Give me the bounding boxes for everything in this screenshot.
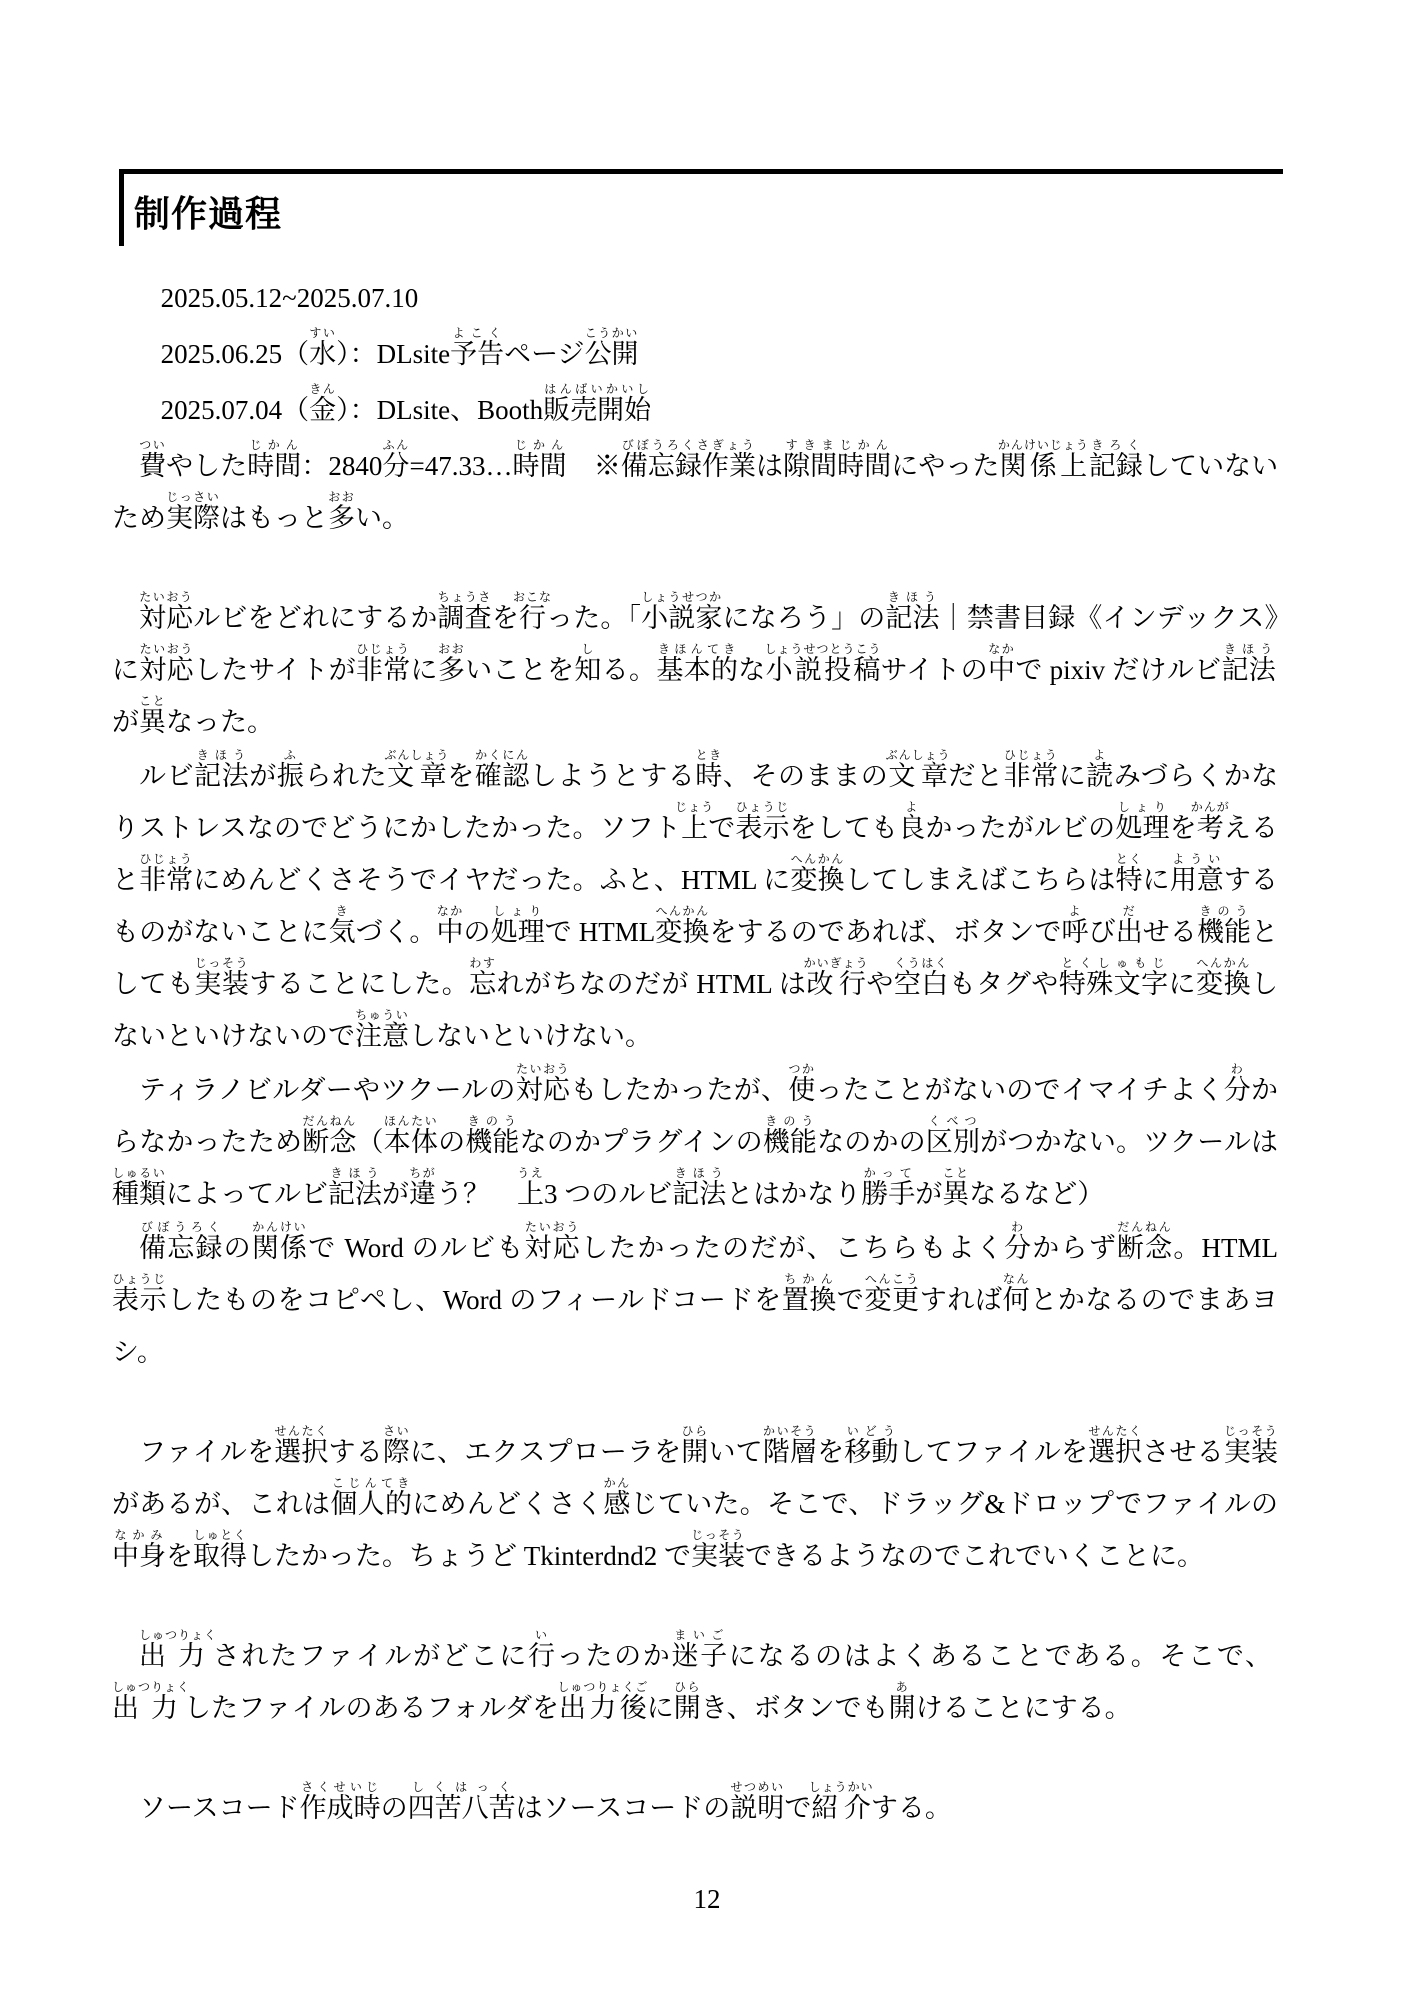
ruby-annotation: 機能きのう <box>465 1114 520 1157</box>
ruby-annotation: 気き <box>328 904 356 947</box>
ruby-annotation: 記法きほう <box>1221 642 1276 685</box>
ruby-annotation: 出力しゅつりょく <box>112 1680 191 1723</box>
ruby-annotation: 関係かんけい <box>251 1220 309 1263</box>
ruby-annotation: 文章ぶんしょう <box>384 748 450 791</box>
ruby-annotation: 置換ちかん <box>781 1272 837 1315</box>
ruby-annotation: 記法きほう <box>328 1166 382 1209</box>
ruby-annotation: 際さい <box>382 1424 411 1467</box>
ruby-annotation: 異こと <box>942 1166 970 1209</box>
ruby-annotation: 紹介しょうかい <box>808 1780 874 1823</box>
ruby-annotation: 調査ちょうさ <box>437 590 492 633</box>
ruby-annotation: 備忘録びぼうろく <box>139 1220 224 1263</box>
ruby-annotation: 小説投稿しょうせつとうこう <box>764 642 882 685</box>
ruby-annotation: 記録きろく <box>1088 438 1143 481</box>
ruby-annotation: 時間じかん <box>247 438 302 481</box>
ruby-annotation: 関係上かんけいじょう <box>997 438 1089 481</box>
ruby-annotation: 出だ <box>1115 904 1143 947</box>
ruby-annotation: 変換へんかん <box>655 904 710 947</box>
source-code-paragraph: ソースコード作成時さくせいじの四苦八苦しくはっくはソースコードの説明せつめいで紹介しょうかいする。 <box>139 1780 952 1823</box>
ruby-annotation: 中なか <box>988 642 1016 685</box>
ruby-annotation: 区別くべつ <box>925 1114 981 1157</box>
ruby-annotation: 使つか <box>788 1062 816 1105</box>
word-ruby-paragraph: 備忘録びぼうろくの関係かんけいで Word のルビも対応たいおうしたかったのだが、こちらもよく分わからず断念だんねん。HTML表示ひょうじしたものをコピペし、Word のフィールドコードを置換ちかんで変更へんこうすれば何なんとかなるのでまあヨシ。 <box>112 1220 1279 1367</box>
ruby-annotation: 対応たいおう <box>139 642 194 685</box>
date-range-line: 2025.05.12~2025.07.10 <box>160 283 419 313</box>
ruby-annotation: 読よ <box>1086 748 1114 791</box>
ruby-annotation: 断念だんねん <box>302 1114 357 1157</box>
ruby-annotation: 時とき <box>695 748 723 791</box>
ruby-annotation: 多おお <box>437 642 466 685</box>
ruby-annotation: 処理しょり <box>1115 800 1170 843</box>
ruby-annotation: 感かん <box>603 1476 631 1519</box>
ruby-annotation: 基本的きほんてき <box>656 642 739 685</box>
tyrano-tkool-paragraph: ティラノビルダーやツクールの対応たいおうもしたかったが、使つかったことがないのでイマイチよく分わからなかったため断念だんねん（本体ほんたいの機能きのうなのかプラグインの機能きのうなのかの区別くべつがつかない。ツクールは種類しゅるいによってルビ記法きほうが違ちがう？ 上うえ3 つのルビ記法きほうとはかなり勝手かってが異ことなるなど） <box>112 1062 1279 1209</box>
ruby-annotation: 特とく <box>1115 852 1143 895</box>
ruby-annotation: 考かんが <box>1190 800 1230 843</box>
ruby-annotation: 説明せつめい <box>730 1780 785 1823</box>
ruby-annotation: 改行かいぎょう <box>803 956 869 999</box>
ruby-annotation: 記法きほう <box>194 748 250 791</box>
ruby-annotation: 忘わす <box>469 956 497 999</box>
ruby-annotation: 何なん <box>1002 1272 1031 1315</box>
ruby-annotation: 変換へんかん <box>1196 956 1252 999</box>
ruby-annotation: 実装じっそう <box>194 956 250 999</box>
ruby-annotation: 文章ぶんしょう <box>885 748 951 791</box>
time-spent-paragraph: 費ついやした時間じかん：2840分ふん=47.33…時間じかん ※備忘録作業びぼうろくさぎょうは隙間時間すきまじかんにやった関係上かんけいじょう記録きろくしていないため実際じっさいはもっと多おおい。 <box>112 438 1279 533</box>
ruby-annotation: 時間じかん <box>512 438 567 481</box>
ruby-annotation: 本体ほんたい <box>383 1114 439 1157</box>
ruby-annotation: 取得しゅとく <box>193 1528 247 1571</box>
ruby-annotation: 販売開始はんばいかいし <box>543 382 652 425</box>
ruby-annotation: 用意ようい <box>1169 852 1224 895</box>
ruby-annotation: 開あ <box>888 1680 916 1723</box>
ruby-annotation: 公開こうかい <box>584 326 639 369</box>
ruby-annotation: 確認かくにん <box>474 748 530 791</box>
ruby-annotation: 非常ひじょう <box>139 852 194 895</box>
ruby-annotation: 表示ひょうじ <box>112 1272 168 1315</box>
ruby-annotation: 記法きほう <box>885 590 940 633</box>
ruby-annotation: 変更へんこう <box>864 1272 920 1315</box>
ruby-annotation: 表示ひょうじ <box>735 800 790 843</box>
ruby-annotation: 対応たいおう <box>524 1220 581 1263</box>
ruby-annotation: 分ふん <box>382 438 410 481</box>
ruby-annotation: 記法きほう <box>672 1166 727 1209</box>
ruby-annotation: 四苦八苦しくはっく <box>407 1780 516 1823</box>
ruby-annotation: 勝手かって <box>861 1166 916 1209</box>
page-number: 12 <box>693 1884 721 1914</box>
ruby-annotation: 特殊文字とくしゅもじ <box>1058 956 1169 999</box>
ruby-annotation: 注意ちゅうい <box>355 1008 409 1051</box>
ruby-annotation: 機能きのう <box>1196 904 1252 947</box>
ruby-annotation: 予告よこく <box>450 326 505 369</box>
ruby-annotation: 対応たいおう <box>515 1062 571 1105</box>
ruby-annotation: 水すい <box>309 326 337 369</box>
content-area <box>112 270 1278 1834</box>
ruby-annotation: 上じょう <box>675 800 715 843</box>
ruby-annotation: 多おお <box>328 490 355 533</box>
ruby-annotation: 金きん <box>309 382 337 425</box>
ruby-annotation: 中身なかみ <box>112 1528 166 1571</box>
ruby-annotation: 選択せんたく <box>1088 1424 1143 1467</box>
ruby-annotation: 作成時さくせいじ <box>299 1780 381 1823</box>
ruby-annotation: 違ちが <box>409 1166 436 1209</box>
ruby-research-paragraph: 対応たいおうルビをどれにするか調査ちょうさを行おこなった。「小説家しょうせつかになろう」の記法きほう｜禁書目録《インデックス》に対応たいおうしたサイトが非常ひじょうに多おおいことを知しる。基本的きほんてきな小説投稿しょうせつとうこうサイトの中なかで pixiv だけルビ記法きほうが異ことなった。 <box>112 590 1279 737</box>
ruby-annotation: 迷子まいご <box>671 1628 729 1671</box>
ruby-annotation: 知し <box>574 642 602 685</box>
ruby-annotation: 呼よ <box>1061 904 1089 947</box>
file-select-paragraph: ファイルを選択せんたくする際さいに、エクスプローラを開ひらいて階層かいそうを移動いどうしてファイルを選択せんたくさせる実装じっそうがあるが、これは個人的こじんてきにめんどくさく感かんじていた。そこで、ドラッグ&ドロップでファイルの中身なかみを取得しゅとくしたかった。ちょうど Tkinterdnd2 で実装じっそうできるようなのでこれでいくことに。 <box>112 1424 1279 1571</box>
ruby-annotation: 異こと <box>139 694 166 737</box>
ruby-annotation: 実装じっそう <box>690 1528 745 1571</box>
ruby-annotation: 分わ <box>1223 1062 1252 1105</box>
release-preview-line: 2025.06.25（水すい）：DLsite予告よこくページ公開こうかい <box>160 326 639 369</box>
ruby-annotation: 振ふ <box>276 748 305 791</box>
section-heading-block <box>119 169 1283 246</box>
ruby-annotation: 実際じっさい <box>166 490 220 533</box>
ruby-annotation: 対応たいおう <box>139 590 194 633</box>
ruby-annotation: 開ひら <box>673 1680 701 1723</box>
ruby-annotation: 上うえ <box>517 1166 544 1209</box>
ruby-annotation: 個人的こじんてき <box>330 1476 413 1519</box>
ruby-annotation: 出力しゅつりょく <box>139 1628 218 1671</box>
ruby-annotation: 機能きのう <box>762 1114 818 1157</box>
ruby-annotation: 種類しゅるい <box>112 1166 166 1209</box>
ruby-annotation: 中なか <box>436 904 464 947</box>
release-start-line: 2025.07.04（金きん）：DLsite、Booth販売開始はんばいかいし <box>160 382 652 425</box>
ruby-display-paragraph: ルビ記法きほうが振ふられた文章ぶんしょうを確認かくにんしようとする時とき、そのままの文章ぶんしょうだと非常ひじょうに読よみづらくかなりストレスなのでどうにかしたかった。ソフト上じょうで表示ひょうじをしても良よかったがルビの処理しょりを考かんがえると非常ひじょうにめんどくさそうでイヤだった。ふと、HTML に変換へんかんしてしまえばこちらは特とくに用意よういするものがないことに気きづく。中なかの処理しょりで HTML変換へんかんをするのであれば、ボタンで呼よび出だせる機能きのうとしても実装じっそうすることにした。忘わすれがちなのだが HTML は改行かいぎょうや空白くうはくもタグや特殊文字とくしゅもじに変換へんかんしないといけないので注意ちゅういしないといけない。 <box>112 748 1279 1051</box>
ruby-annotation: 分わ <box>1004 1220 1033 1263</box>
ruby-annotation: 開ひら <box>681 1424 709 1467</box>
ruby-annotation: 階層かいそう <box>762 1424 818 1467</box>
ruby-annotation: 非常ひじょう <box>1003 748 1059 791</box>
ruby-annotation: 備忘録作業びぼうろくさぎょう <box>620 438 756 481</box>
ruby-annotation: 良よ <box>898 800 926 843</box>
ruby-annotation: 実装じっそう <box>1223 1424 1279 1467</box>
output-folder-paragraph: 出力しゅつりょくされたファイルがどこに行いったのか迷子まいごになるのはよくあることである。そこで、出力しゅつりょくしたファイルのあるフォルダを出力後しゅつりょくごに開ひらき、ボタンでも開あけることにする。 <box>112 1628 1273 1723</box>
ruby-annotation: 選択せんたく <box>274 1424 329 1467</box>
ruby-annotation: 変換へんかん <box>790 852 845 895</box>
ruby-annotation: 小説家しょうせつか <box>641 590 723 633</box>
ruby-annotation: 移動いどう <box>844 1424 899 1467</box>
ruby-annotation: 隙間時間すきまじかん <box>783 438 892 481</box>
ruby-annotation: 非常ひじょう <box>355 642 411 685</box>
ruby-annotation: 処理しょり <box>490 904 545 947</box>
ruby-annotation: 空白くうはく <box>893 956 949 999</box>
ruby-annotation: 行い <box>527 1628 557 1671</box>
ruby-annotation: 断念だんねん <box>1116 1220 1174 1263</box>
ruby-annotation: 出力後しゅつりょくご <box>557 1680 649 1723</box>
section-title: 制作過程 <box>134 193 283 234</box>
ruby-annotation: 行おこな <box>512 590 552 633</box>
ruby-annotation: 費つい <box>139 438 167 481</box>
